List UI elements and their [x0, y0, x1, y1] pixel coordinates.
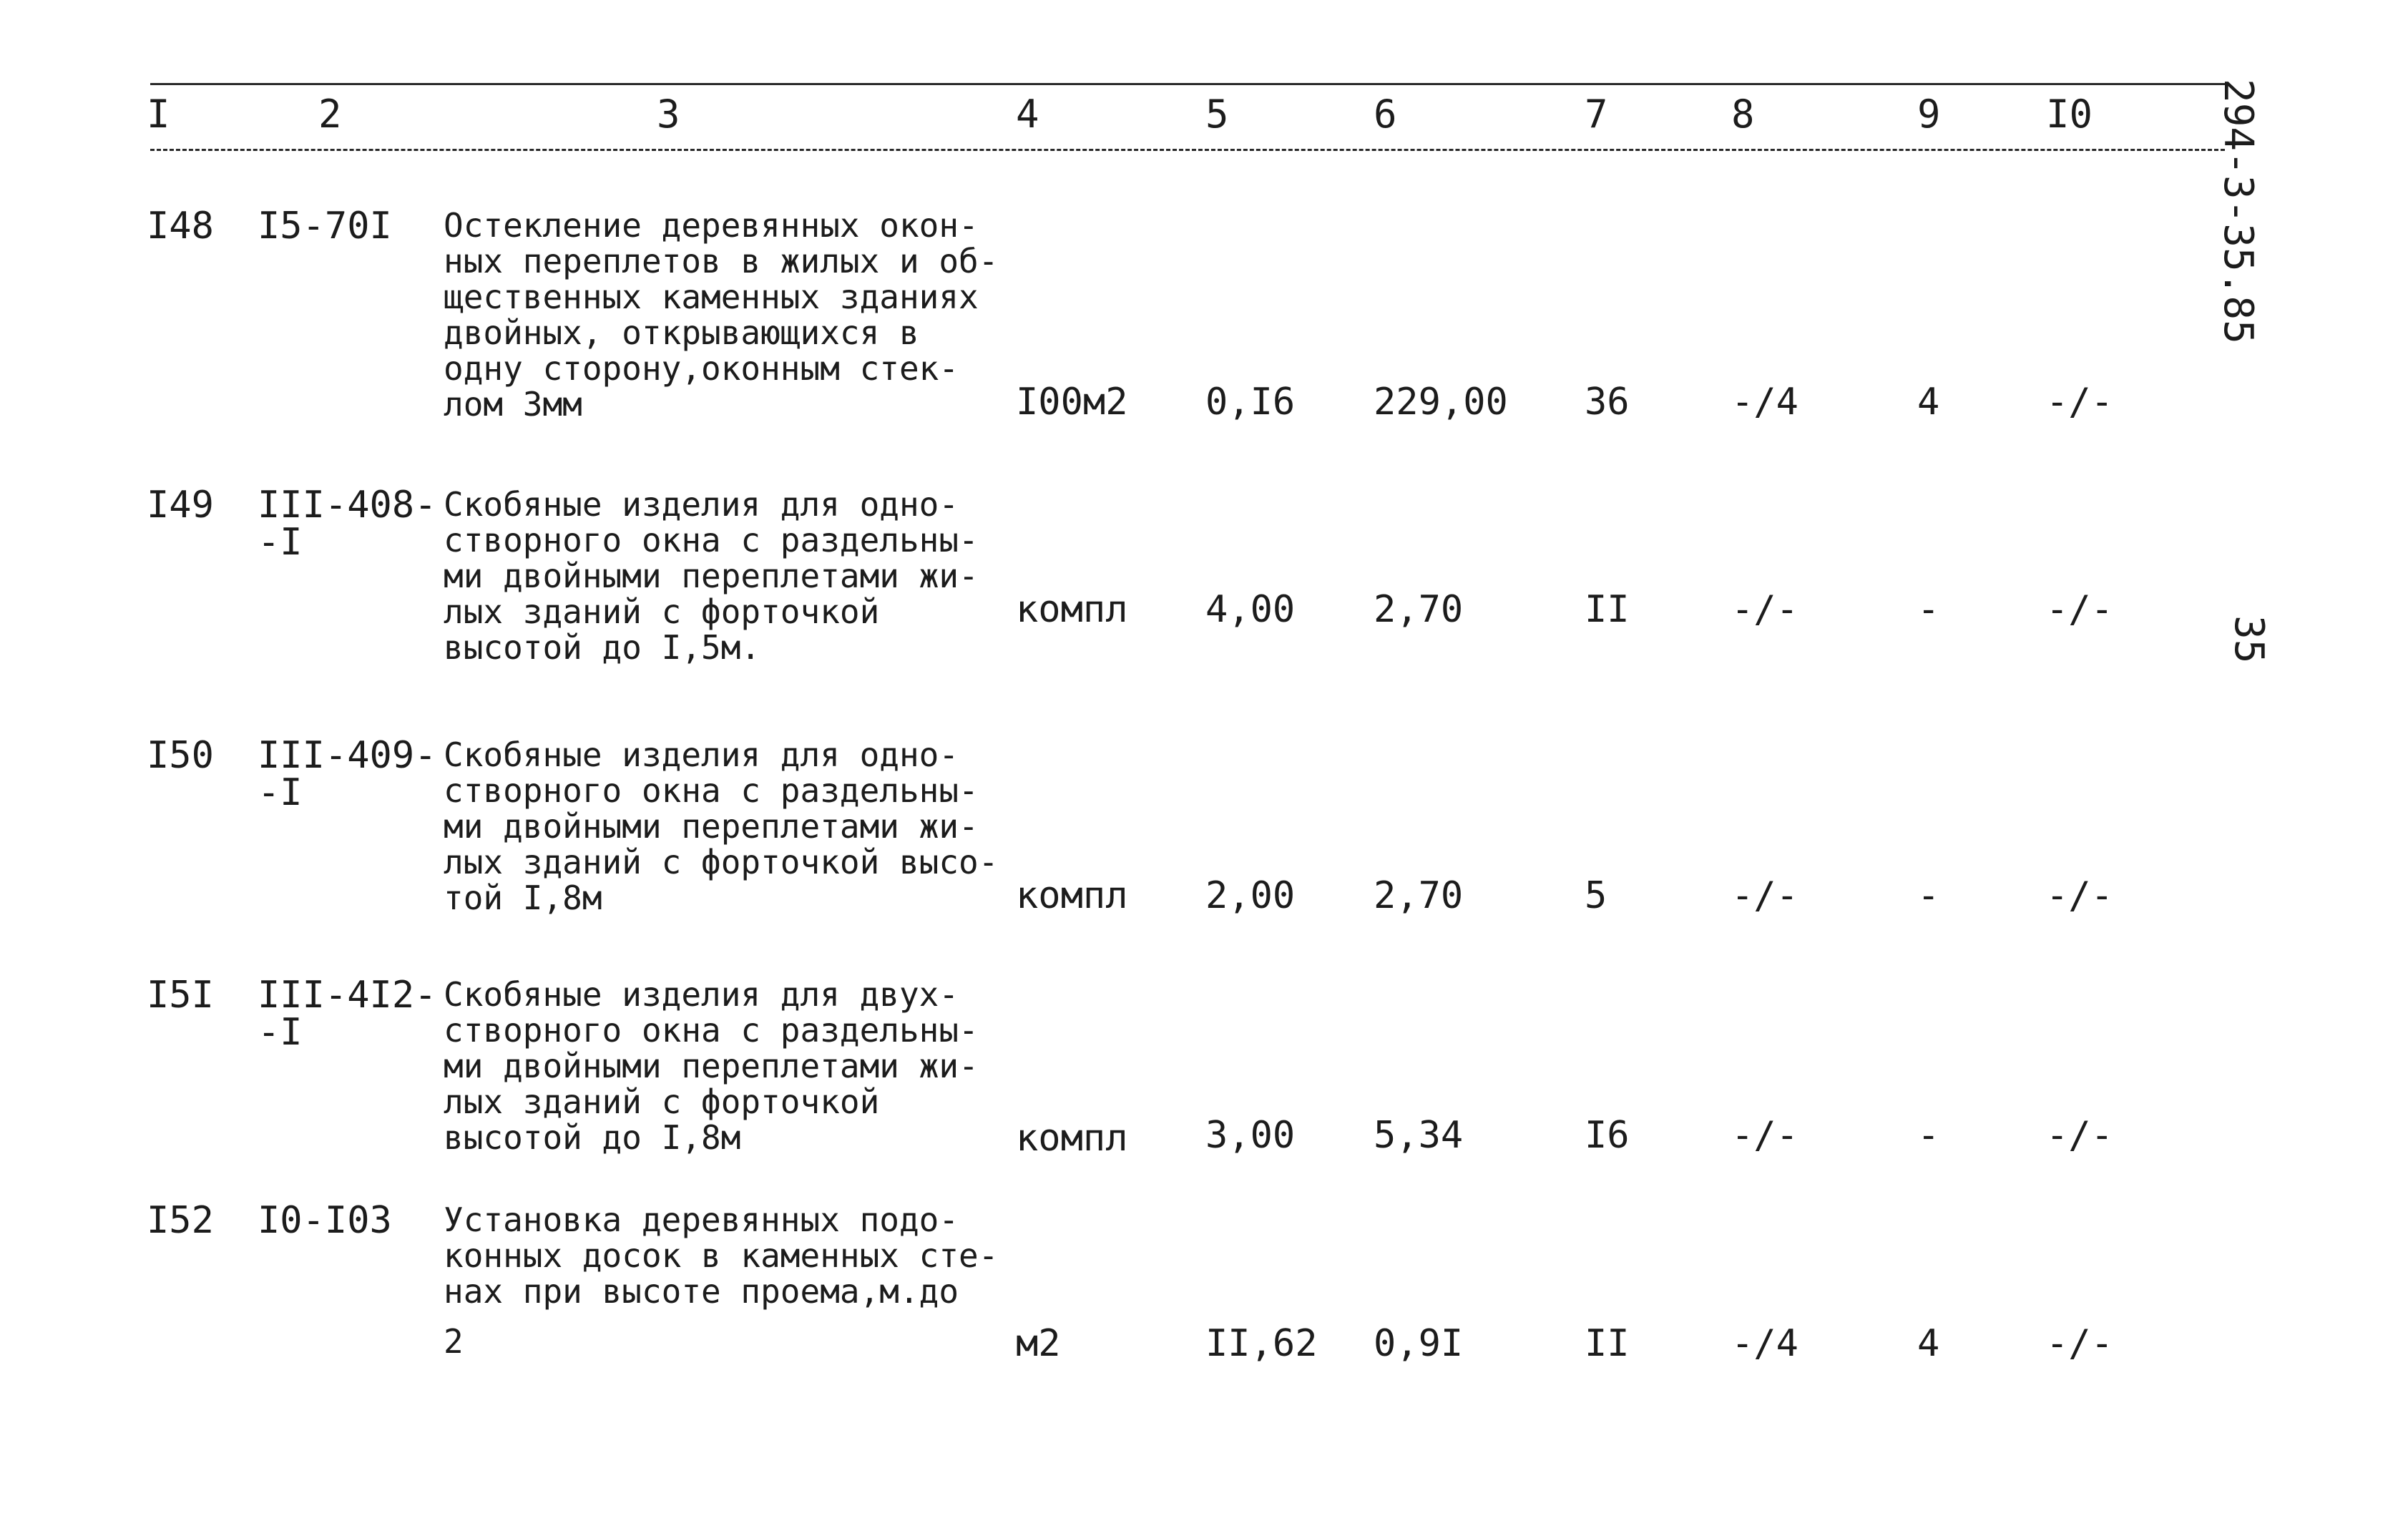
description-line: Установка деревянных подо-: [444, 1200, 959, 1239]
row-description: [444, 207, 1016, 422]
row-col10: -/-: [2046, 1322, 2113, 1365]
row-quantity: 4,00: [1205, 588, 1296, 631]
row-col9: 4: [1917, 381, 1940, 424]
column-header-2: 2: [318, 92, 342, 137]
description-line: Скобяные изделия для одно-: [444, 485, 959, 524]
row-unit: I00м2: [1016, 381, 1128, 424]
row-price: 2,70: [1374, 588, 1464, 631]
description-line: нах при высоте проема,м.до: [444, 1272, 959, 1311]
side-document-code: 294-3-35.85: [2215, 79, 2261, 344]
description-line: лом 3мм: [444, 385, 582, 424]
row-col8: -/-: [1731, 874, 1798, 917]
row-description: [444, 1202, 1016, 1359]
row-code: III-409- -I: [258, 734, 437, 814]
description-line: высотой до I,8м: [444, 1118, 741, 1157]
row-quantity: 0,I6: [1205, 381, 1296, 424]
description-line: двойных, открывающихся в: [444, 313, 919, 352]
description-line: ми двойными переплетами жи-: [444, 1047, 979, 1085]
row-description: [444, 977, 1016, 1155]
row-quantity: II,62: [1205, 1322, 1318, 1365]
row-col9: 4: [1917, 1322, 1940, 1365]
row-unit: компл: [1016, 588, 1128, 631]
row-unit: м2: [1016, 1322, 1061, 1365]
row-col7: 36: [1585, 381, 1630, 424]
row-code: I5-70I: [258, 205, 392, 248]
column-header-6: 6: [1374, 92, 1397, 137]
row-col8: -/4: [1731, 381, 1798, 424]
column-header-8: 8: [1731, 92, 1755, 137]
row-code: I0-I03: [258, 1199, 392, 1242]
column-header-4: 4: [1016, 92, 1039, 137]
row-unit: компл: [1016, 874, 1128, 917]
row-description: [444, 737, 1016, 916]
row-number: I49: [147, 484, 214, 527]
row-col7: 5: [1585, 874, 1607, 917]
description-line: лых зданий с форточкой: [444, 592, 880, 631]
row-quantity: 2,00: [1205, 874, 1296, 917]
row-number: I5I: [147, 974, 214, 1017]
description-line: Скобяные изделия для двух-: [444, 975, 959, 1014]
row-col10: -/-: [2046, 1114, 2113, 1157]
row-price: 0,9I: [1374, 1322, 1464, 1365]
row-col9: -: [1917, 874, 1940, 917]
description-line: ми двойными переплетами жи-: [444, 807, 979, 846]
row-col7: II: [1585, 588, 1630, 631]
row-number: I52: [147, 1199, 214, 1242]
row-col10: -/-: [2046, 588, 2113, 631]
description-line: ных переплетов в жилых и об-: [444, 242, 999, 280]
row-quantity: 3,00: [1205, 1114, 1296, 1157]
column-header-7: 7: [1585, 92, 1608, 137]
description-line: Остекление деревянных окон-: [444, 206, 979, 245]
row-col10: -/-: [2046, 874, 2113, 917]
header-top-rule: [150, 83, 2225, 85]
row-unit: компл: [1016, 1117, 1128, 1160]
column-header-3: 3: [657, 92, 680, 137]
row-col10: -/-: [2046, 381, 2113, 424]
description-line: одну сторону,оконным стек-: [444, 349, 959, 388]
row-col7: I6: [1585, 1114, 1630, 1157]
row-price: 5,34: [1374, 1114, 1464, 1157]
row-col8: -/-: [1731, 1114, 1798, 1157]
description-line: Скобяные изделия для одно-: [444, 735, 959, 774]
column-header-5: 5: [1205, 92, 1229, 137]
side-page-number: 35: [2226, 615, 2272, 664]
description-line: створного окна с раздельны-: [444, 1011, 979, 1050]
description-line: лых зданий с форточкой: [444, 1082, 880, 1121]
row-number: I48: [147, 205, 214, 248]
row-price: 2,70: [1374, 874, 1464, 917]
description-line: створного окна с раздельны-: [444, 521, 979, 559]
description-line: 2: [444, 1322, 464, 1361]
row-col8: -/4: [1731, 1322, 1798, 1365]
description-line: створного окна с раздельны-: [444, 771, 979, 810]
column-header-10: I0: [2046, 92, 2093, 137]
row-code: III-4I2- -I: [258, 974, 437, 1054]
row-col9: -: [1917, 588, 1940, 631]
header-bottom-rule: [150, 149, 2225, 151]
row-col9: -: [1917, 1114, 1940, 1157]
column-header-1: I: [147, 92, 170, 137]
row-col7: II: [1585, 1322, 1630, 1365]
description-line: ми двойными переплетами жи-: [444, 557, 979, 595]
row-code: III-408- -I: [258, 484, 437, 564]
description-line: конных досок в каменных сте-: [444, 1236, 999, 1275]
description-line: высотой до I,5м.: [444, 628, 761, 667]
row-col8: -/-: [1731, 588, 1798, 631]
description-line: той I,8м: [444, 879, 602, 917]
row-number: I50: [147, 734, 214, 777]
column-header-9: 9: [1917, 92, 1941, 137]
row-description: [444, 486, 1016, 665]
description-line: щественных каменных зданиях: [444, 278, 979, 316]
row-price: 229,00: [1374, 381, 1508, 424]
description-line: лых зданий с форточкой высо-: [444, 843, 999, 881]
